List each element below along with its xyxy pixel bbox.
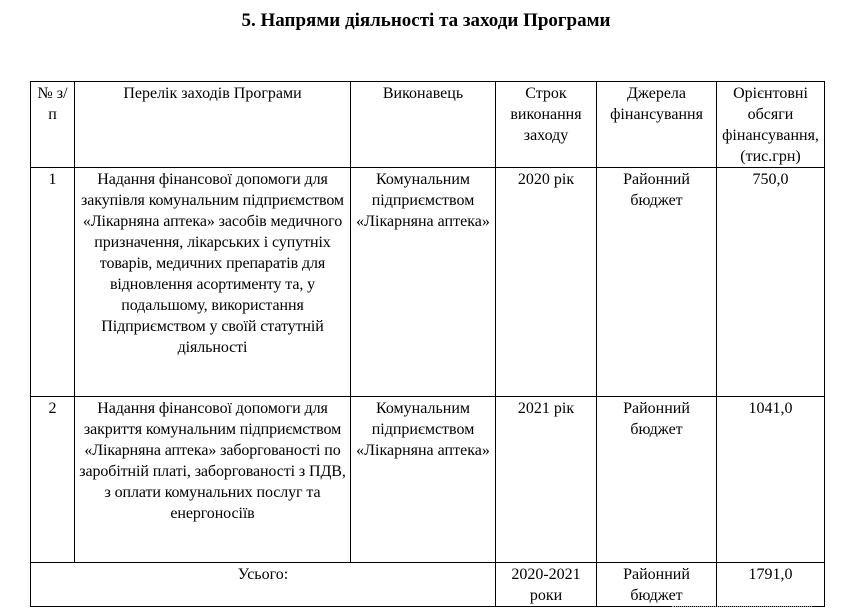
program-measures-table	[30, 81, 825, 607]
section-title: 5. Напрями діяльності та заходи Програми	[241, 10, 611, 31]
header-source: Джерела фінансування	[597, 82, 717, 168]
row-executor: Комунальним підприємством «Лікарняна аптека»	[351, 168, 496, 397]
row-amount: 750,0	[717, 168, 825, 397]
row-number: 2	[31, 397, 75, 563]
table-total-row	[31, 563, 825, 607]
row-measure: Надання фінансової допомоги для закриття комунальним підприємством «Лікарняна аптека» заборгованості по заробітній платі, заборгованості з ПДВ, з оплати комунальних послуг та енергоносіїв	[75, 397, 351, 563]
total-term: 2020-2021 роки	[496, 563, 597, 607]
row-amount: 1041,0	[717, 397, 825, 563]
row-source: Районний бюджет	[597, 168, 717, 397]
row-number: 1	[31, 168, 75, 397]
row-term: 2020 рік	[496, 168, 597, 397]
total-source: Районний бюджет	[597, 563, 717, 607]
row-executor: Комунальним підприємством «Лікарняна аптека»	[351, 397, 496, 563]
table-row	[31, 168, 825, 397]
header-measures: Перелік заходів Програми	[75, 82, 351, 168]
page-edge-mark	[672, 606, 812, 608]
row-term: 2021 рік	[496, 397, 597, 563]
total-amount: 1791,0	[717, 563, 825, 607]
total-label: Усього:	[31, 563, 496, 607]
header-amount: Орієнтовні обсяги фінансування, (тис.грн)	[717, 82, 825, 168]
row-measure: Надання фінансової допомоги для закупівля комунальним підприємством «Лікарняна аптека» засобів медичного призначення, лікарських і супутніх товарів, медичних препаратів для відновлення асортименту та, у подальшому, використання Підприємством у своїй статутній діяльності	[75, 168, 351, 397]
table-header-row	[31, 82, 825, 168]
row-source: Районний бюджет	[597, 397, 717, 563]
header-executor: Виконавець	[351, 82, 496, 168]
header-number: № з/п	[31, 82, 75, 168]
header-term: Строк виконання заходу	[496, 82, 597, 168]
table-row	[31, 397, 825, 563]
